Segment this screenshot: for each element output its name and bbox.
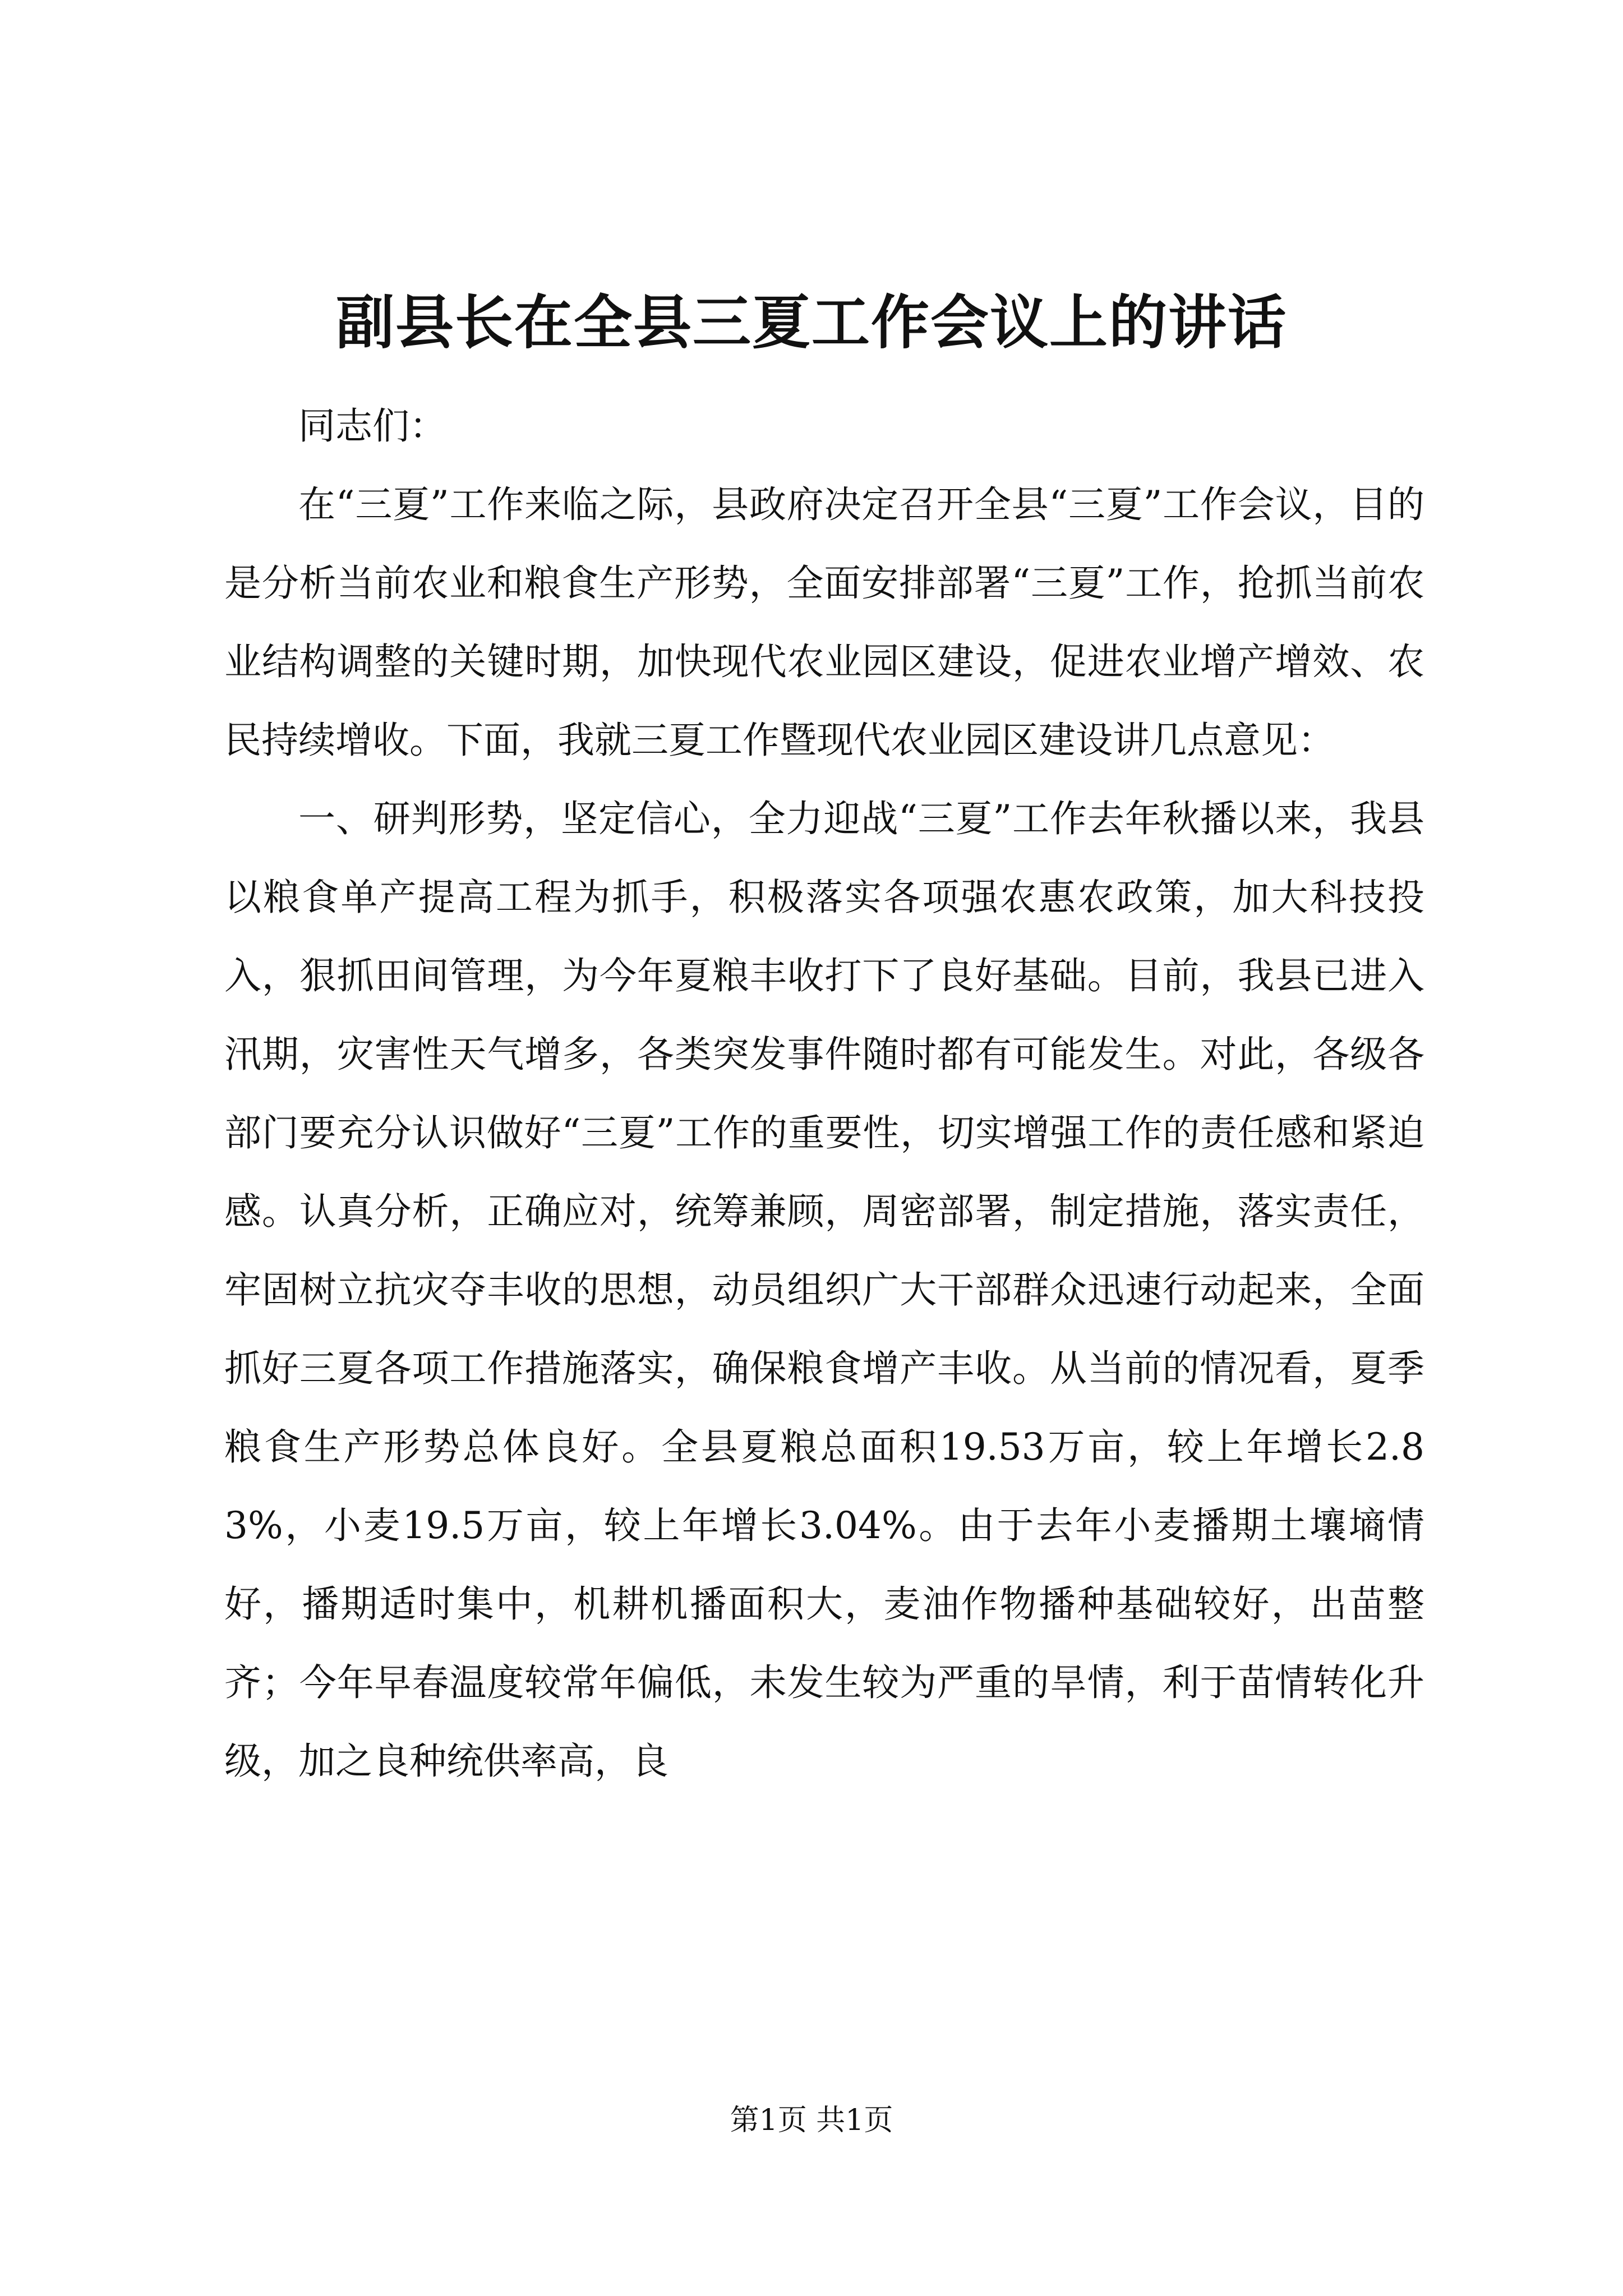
document-title: 副县长在全县三夏工作会议上的讲话 [335,288,1287,357]
document-body [224,387,1424,1801]
section-one-paragraph: 一、研判形势，坚定信心，全力迎战“三夏”工作去年秋播以来，我县以粮食单产提高工程为抓手，积极落实各项强农惠农政策，加大科技投入，狠抓田间管理，为今年夏粮丰收打下了良好基础。目前，我县已进入汛期，灾害性天气增多，各类突发事件随时都有可能发生。对此，各级各部门要充分认识做好“三夏”工作的重要性，切实增强工作的责任感和紧迫感。认真分析，正确应对，统筹兼顾，周密部署，制定措施，落实责任，牢固树立抗灾夺丰收的思想，动员组织广大干部群众迅速行动起来，全面抓好三夏各项工作措施落实，确保粮食增产丰收。从当前的情况看，夏季粮食生产形势总体良好。全县夏粮总面积19.53万亩，较上年增长2.83%，小麦19.5万亩，较上年增长3.04%。由于去年小麦播期土壤墒情好，播期适时集中，机耕机播面积大，麦油作物播种基础较好，出苗整齐；今年早春温度较常年偏低，未发生较为严重的旱情，利于苗情转化升级，加之良种统供率高，良 [224,797,1424,1783]
page-footer: 第1页 共1页 [730,2104,893,2137]
intro-paragraph: 在“三夏”工作来临之际，县政府决定召开全县“三夏”工作会议，目的是分析当前农业和粮食生产形势，全面安排部署“三夏”工作，抢抓当前农业结构调整的关键时期，加快现代农业园区建设，促进农业增产增效、农民持续增收。下面，我就三夏工作暨现代农业园区建设讲几点意见： [224,483,1424,762]
salutation-paragraph: 同志们： [298,404,446,448]
